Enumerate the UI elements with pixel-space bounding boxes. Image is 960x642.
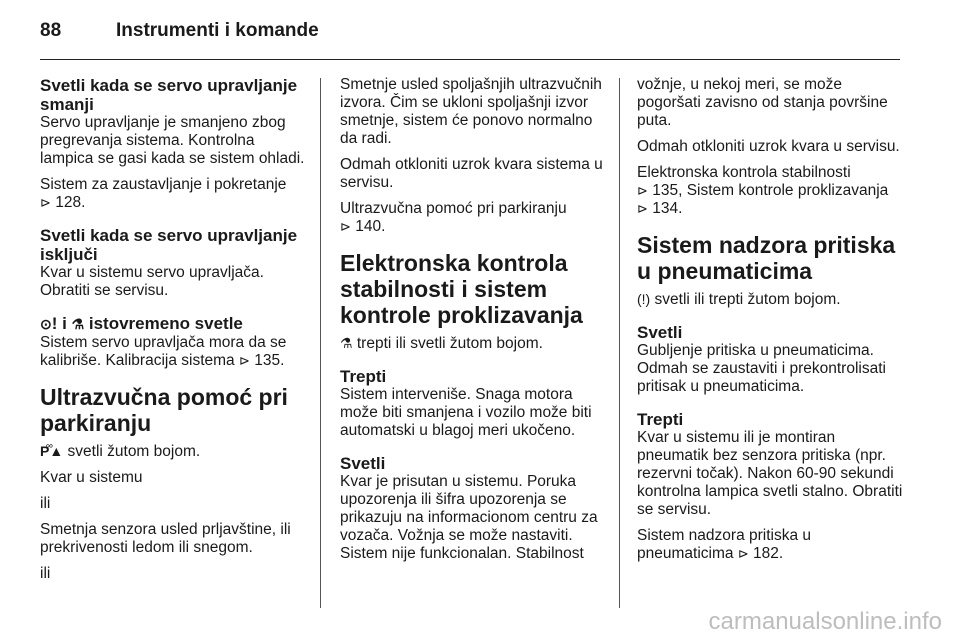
paragraph: ili: [40, 565, 51, 582]
page-ref-arrow-icon: ⊳: [637, 201, 648, 216]
paragraph-ref: Sistem servo upravljača mora da se kalibriše. Kalibracija sistema ⊳ 135.: [40, 334, 287, 369]
paragraph: Odmah otkloniti uzrok kvara u servisu.: [637, 138, 900, 155]
paragraph: ⚗ trepti ili svetli žutom bojom.: [340, 335, 543, 352]
heading-lit: Svetli: [340, 454, 386, 473]
paragraph: Sistem interveniše. Snaga motora može biti smanjena i vozilo može biti automatski u blagoj meri ukočeno.: [340, 386, 592, 439]
page-ref[interactable]: 128.: [55, 194, 86, 211]
page-ref-arrow-icon: ⊳: [40, 195, 51, 210]
column-1: [40, 76, 310, 591]
page-ref[interactable]: 134.: [652, 200, 683, 217]
esc-car-icon: ⚗: [340, 335, 353, 351]
heading-blinking: Trepti: [340, 367, 387, 386]
paragraph: Kvar je prisutan u sistemu. Poruka upozorenja ili šifra upozorenja se prikazuju na informacionom centru za vozača. Vožnja se može nastaviti. Sistem nije funkcionalan. Stabilnost: [340, 473, 598, 562]
heading-blinking: Trepti: [637, 410, 684, 429]
watermark: carmanualsonline.info: [708, 608, 942, 635]
esc-car-icon: ⚗: [71, 316, 85, 332]
paragraph: (!) svetli ili trepti žutom bojom.: [637, 291, 841, 308]
paragraph: Smetnja senzora usled prljavštine, ili prekrivenosti ledom ili snegom.: [40, 521, 291, 556]
paragraph-ref: Elektronska kontrola stabilnosti ⊳ 135, Sistem kontrole proklizavanja ⊳ 134.: [637, 164, 889, 217]
column-3: [637, 76, 907, 571]
paragraph: Kvar u sistemu servo upravljača. Obratiti se servisu.: [40, 264, 264, 299]
page-ref[interactable]: 140.: [355, 218, 386, 235]
heading-lit: Svetli: [637, 323, 683, 342]
page-ref-arrow-icon: ⊳: [239, 353, 250, 368]
heading-ultrasonic: Ultrazvučna pomoć pri parkiranju: [40, 384, 288, 436]
heading-tpms: Sistem nadzora pritiska u pneumaticima: [637, 232, 896, 284]
header-rule: [40, 59, 900, 60]
paragraph-ref: Sistem nadzora pritiska u pneumaticima ⊳ 182.: [637, 527, 812, 562]
paragraph-ref: Ultrazvučna pomoć pri parkiranju ⊳ 140.: [340, 200, 567, 235]
parking-sensor-icon: P᪲▲: [40, 443, 64, 459]
page-number: 88: [40, 20, 62, 41]
page-header: [40, 20, 319, 42]
page-ref[interactable]: 135, Sistem kontrole proklizavanja: [652, 182, 889, 199]
paragraph: Smetnje usled spoljašnjih ultrazvučnih izvora. Čim se ukloni spoljašnji izvor smetnje, sistem će ponovo normalno da radi.: [340, 76, 602, 147]
chapter-title: Instrumenti i komande: [116, 20, 319, 41]
paragraph: vožnje, u nekoj meri, se može pogoršati zavisno od stanja površine puta.: [637, 76, 888, 129]
paragraph-ref: Sistem za zaustavljanje i pokretanje ⊳ 128.: [40, 176, 287, 211]
column-divider: [619, 78, 620, 608]
paragraph: ili: [40, 495, 51, 512]
heading-esc: Elektronska kontrola stabilnosti i sistem kontrole proklizavanja: [340, 250, 583, 328]
page-ref-arrow-icon: ⊳: [340, 219, 351, 234]
heading-power-steering-off: Svetli kada se servo upravljanje isključi: [40, 226, 298, 264]
paragraph: Odmah otkloniti uzrok kvara sistema u servisu.: [340, 156, 603, 191]
column-divider: [320, 78, 321, 608]
column-2: [340, 76, 610, 571]
heading-power-steering-reduced: Svetli kada se servo upravljanje smanji: [40, 76, 298, 114]
paragraph: P᪲▲ svetli žutom bojom.: [40, 443, 201, 460]
heading-both-lit: ⊙! i ⚗ istovremeno svetle: [40, 314, 243, 333]
page-ref-arrow-icon: ⊳: [737, 546, 749, 561]
tire-pressure-icon: (!): [637, 291, 651, 307]
page-ref[interactable]: 135.: [254, 352, 285, 369]
paragraph: Kvar u sistemu ili je montiran pneumatik bez senzora pritiska (npr. rezervni točak). Nakon 60-90 sekundi kontrolna lampica svetli stalno. Obratiti se servisu.: [637, 429, 903, 518]
page-ref-arrow-icon: ⊳: [637, 183, 648, 198]
page-ref[interactable]: 182.: [753, 545, 784, 562]
paragraph: Kvar u sistemu: [40, 469, 143, 486]
steering-wheel-icon: ⊙: [40, 316, 52, 332]
paragraph: Gubljenje pritiska u pneumaticima. Odmah se zaustaviti i prekontrolisati pritisak u pneumaticima.: [637, 342, 886, 395]
paragraph: Servo upravljanje je smanjeno zbog pregrevanja sistema. Kontrolna lampica se gasi kada se sistem ohladi.: [40, 114, 305, 167]
